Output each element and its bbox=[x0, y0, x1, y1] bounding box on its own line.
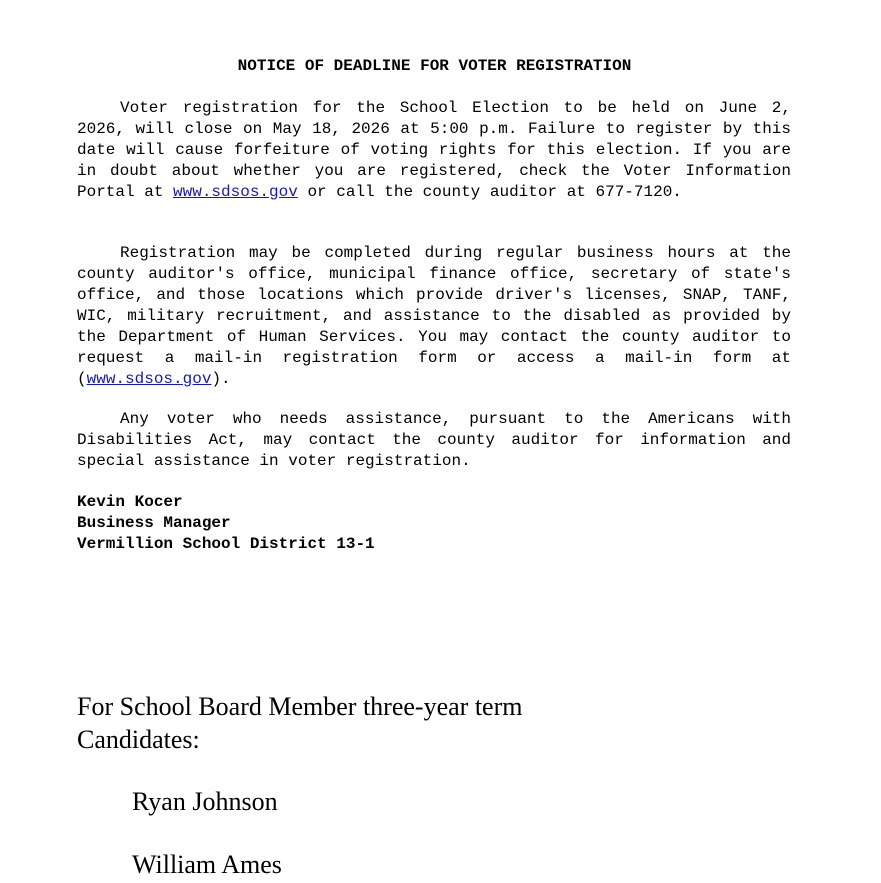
ada-assistance-paragraph: Any voter who needs assistance, pursuant to the Americans with Disabilities Act, may contact the county auditor for information and special assistance in voter registration. bbox=[77, 410, 791, 470]
candidate-name: William Ames bbox=[132, 850, 282, 879]
board-heading: For School Board Member three-year term bbox=[77, 692, 523, 721]
signer-organization: Vermillion School District 13-1 bbox=[77, 535, 375, 553]
signer-title: Business Manager bbox=[77, 514, 231, 532]
candidates-label: Candidates: bbox=[77, 725, 200, 754]
paragraph-text: ). bbox=[211, 370, 231, 388]
registration-deadline-paragraph bbox=[77, 98, 791, 203]
paragraph-text: Voter registration for the School Election to be held on June 2, 2026, will close on May 18, 2026 at 5:00 p.m. Failure to register by this date will cause forfeiture of voting rights for this election. If you are in doubt about whether you are registered, check the Voter Information Portal at bbox=[77, 99, 791, 201]
paragraph-text: or call the county auditor at 677-7120. bbox=[297, 183, 682, 201]
notice-title: NOTICE OF DEADLINE FOR VOTER REGISTRATION bbox=[237, 57, 632, 75]
board-section bbox=[77, 690, 522, 756]
candidate-name: Ryan Johnson bbox=[132, 787, 278, 816]
voter-portal-link[interactable]: www.sdsos.gov bbox=[173, 183, 298, 201]
mail-in-form-link[interactable]: www.sdsos.gov bbox=[86, 370, 212, 388]
paragraph-text: Registration may be completed during regular business hours at the county auditor's office, municipal finance office, secretary of state's office, and those locations which provide driver's licenses, SNAP, TANF, WIC, military recruitment, and assistance to the disabled as provided by the Department of Human Services. You may contact the county auditor to request a mail-in registration form or access a mail-in form at ( bbox=[77, 244, 791, 388]
registration-locations-paragraph bbox=[77, 243, 791, 390]
signature-block bbox=[77, 492, 375, 555]
signer-name: Kevin Kocer bbox=[77, 493, 183, 511]
